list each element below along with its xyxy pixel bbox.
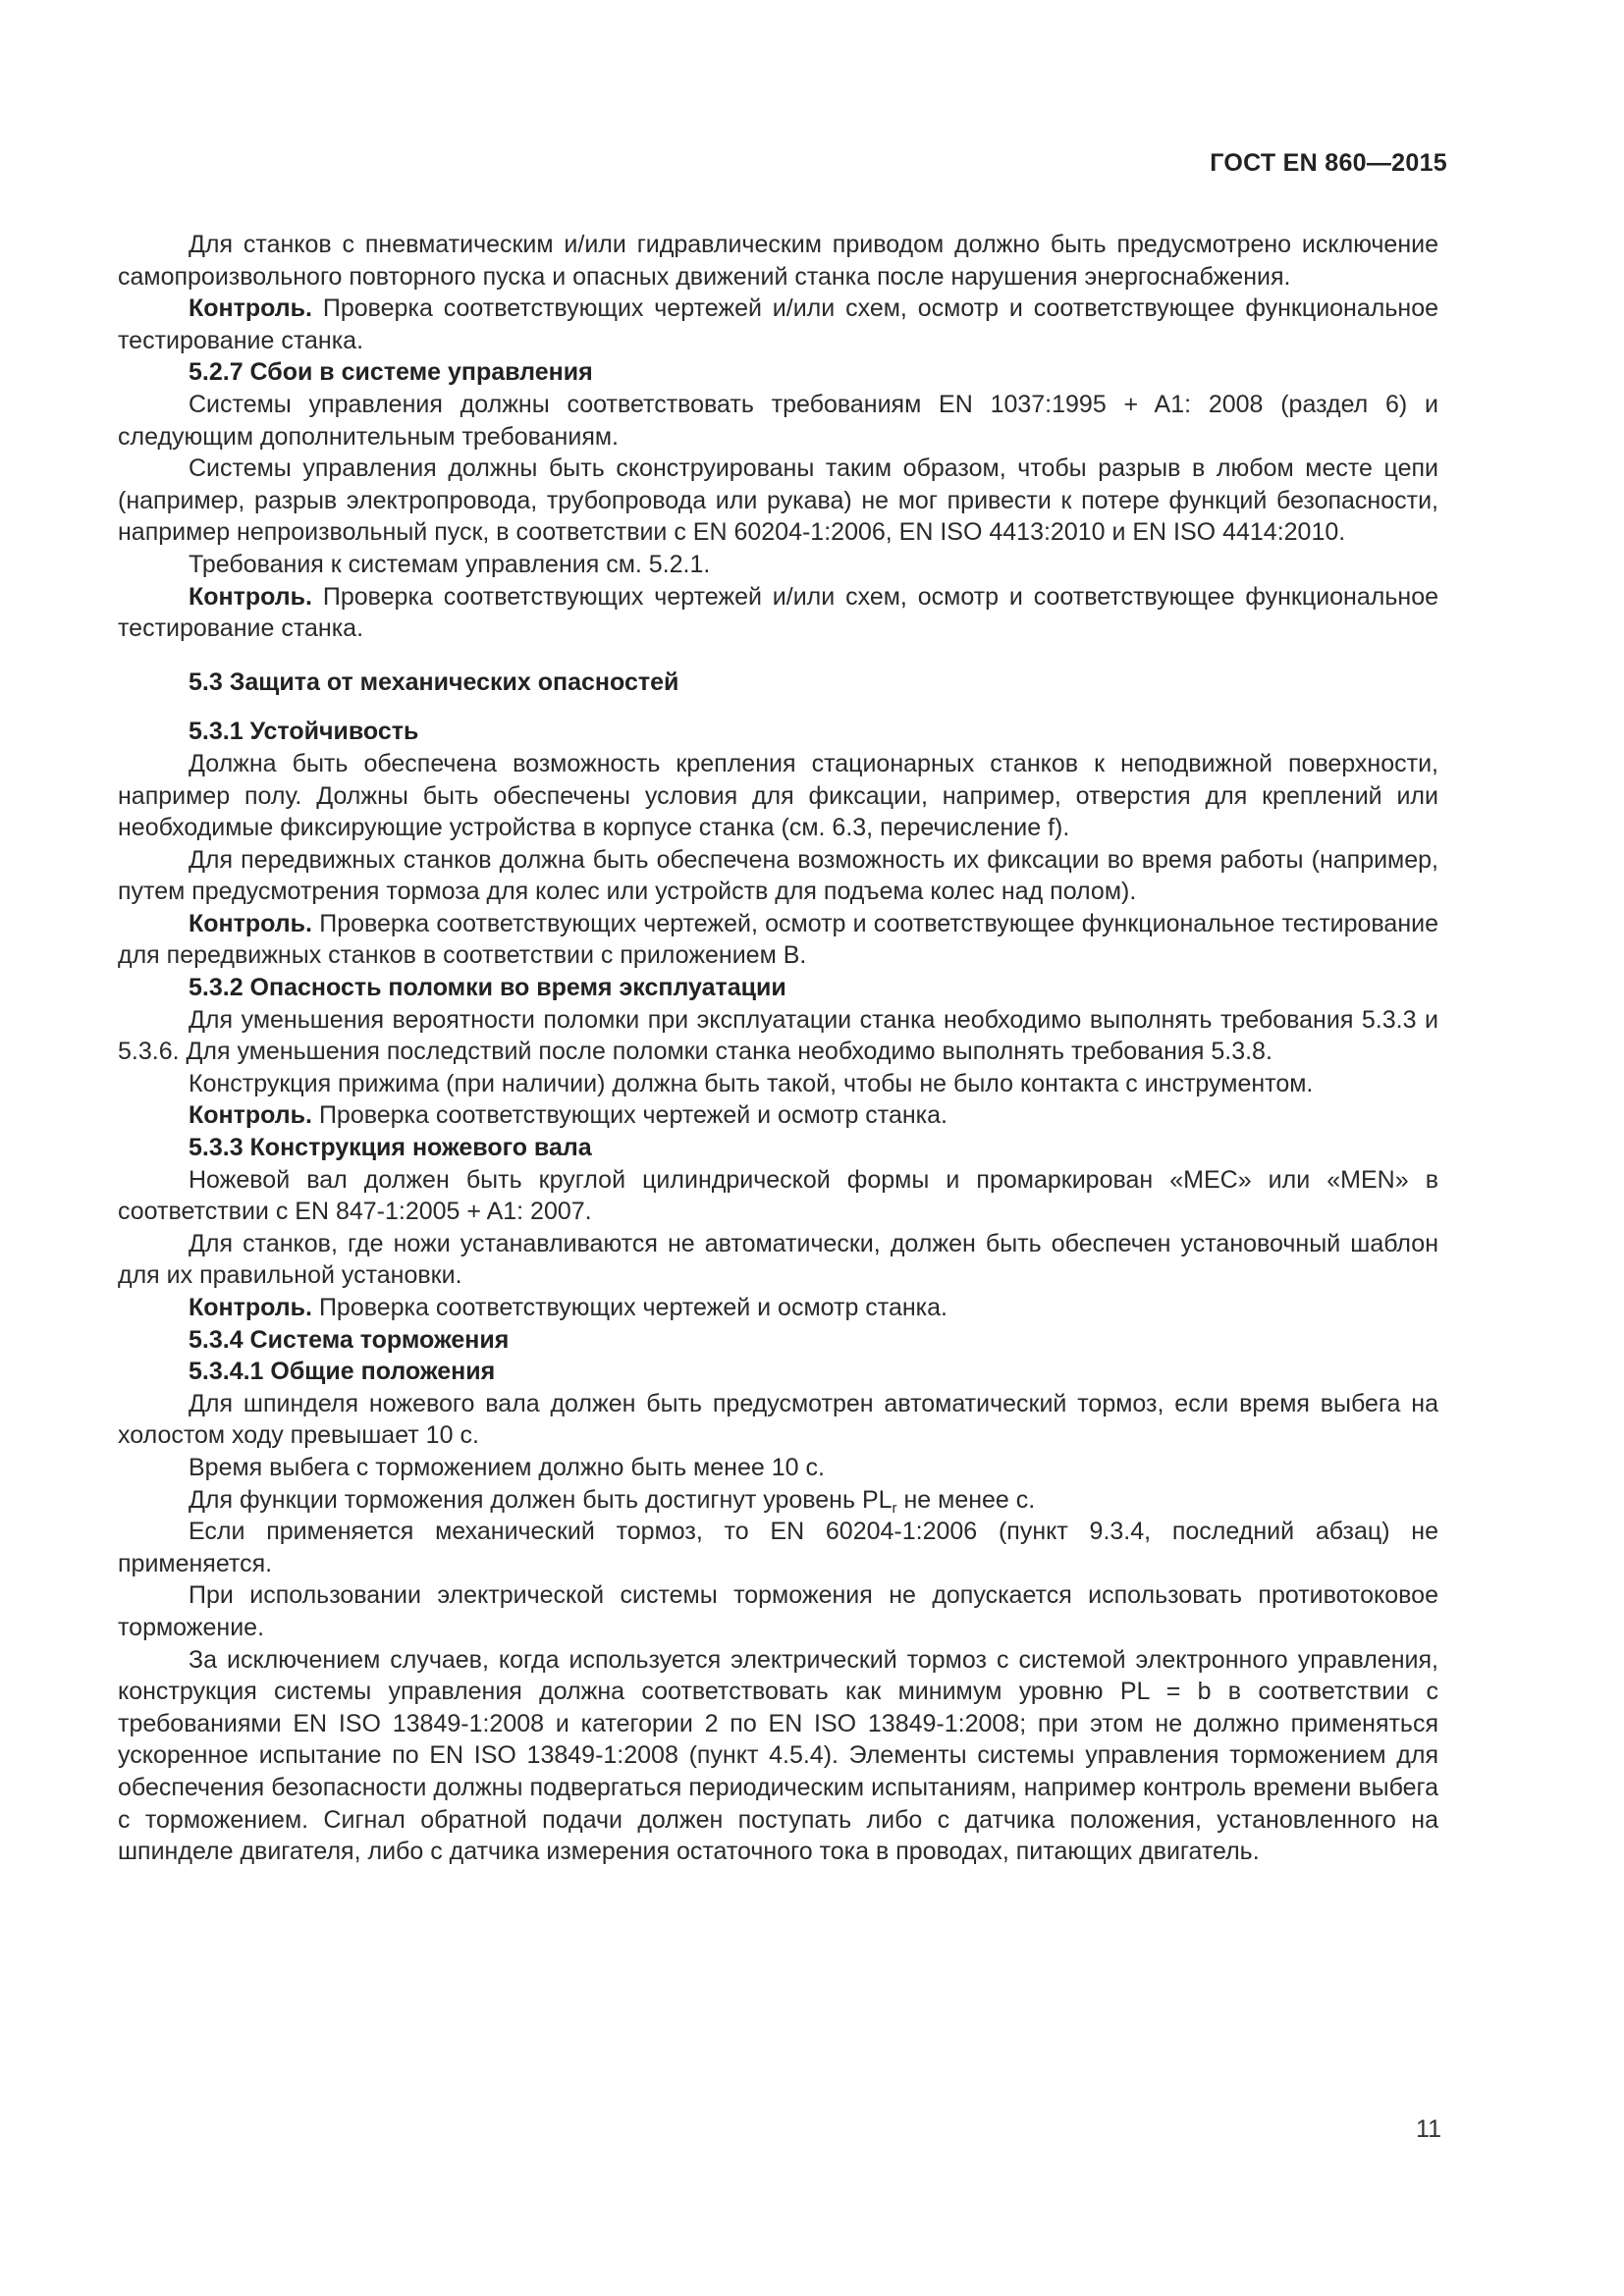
paragraph: Для станков, где ножи устанавливаются не автоматически, должен быть обеспечен установочный шаблон для их правильной установки. [118,1229,1438,1290]
heading-5-3-4: 5.3.4 Система торможения [189,1325,510,1354]
control-label: Контроль. [189,582,312,611]
paragraph: Системы управления должны соответствовать требованиям EN 1037:1995 + A1: 2008 (раздел 6) и следующим дополнительным требованиям. [118,390,1438,451]
paragraph: За исключением случаев, когда используется электрический тормоз с системой электронного управления, конструкция системы управления должна соответствовать как минимум уровню PL = b в соответствии с требованиями EN ISO 13849-1:2008 и категории 2 по EN ISO 13849-1:2008; при этом не должно применяться ускоренное испытание по EN ISO 13849-1:2008 (пункт 4.5.4). Элементы системы управления торможением для обеспечения безопасности должны подвергаться периодическим испытаниям, например контроль времени выбега с торможением. Сигнал обратной подачи должен поступать либо с датчика положения, установленного на шпинделе двигателя, либо с датчика измерения остаточного тока в проводах, питающих двигатель. [118,1645,1438,1866]
control-text: Проверка соответствующих чертежей и осмотр станка. [318,1101,948,1130]
heading-5-3-4-1: 5.3.4.1 Общие положения [189,1358,496,1386]
control-paragraph [118,293,1438,356]
paragraph: Если применяется механический тормоз, то EN 60204-1:2006 (пункт 9.3.4, последний абзац) не применяется. [118,1518,1438,1577]
paragraph: При использовании электрической системы торможения не допускается использовать противотоковое торможение. [118,1581,1438,1641]
control-label: Контроль. [189,1294,312,1321]
pl-text-after: не менее с. [896,1485,1036,1514]
heading-5-3: 5.3 Защита от механических опасностей [189,667,679,696]
document-header: ГОСТ EN 860—2015 [1210,149,1447,177]
page-body [118,229,1438,1868]
page-number: 11 [1416,2115,1441,2143]
paragraph: Для уменьшения вероятности поломки при эксплуатации станка необходимо выполнять требования 5.3.3 и 5.3.6. Для уменьшения последствий после поломки станка необходимо выполнять требования 5.3.8. [118,1005,1438,1066]
paragraph: Время выбега с торможением должно быть менее 10 с. [189,1453,825,1481]
paragraph: Требования к системам управления см. 5.2.1. [189,550,711,578]
control-text: Проверка соответствующих чертежей и осмотр станка. [318,1294,948,1321]
control-paragraph [118,1099,1438,1132]
performance-level-paragraph [118,1484,1438,1517]
paragraph: Должна быть обеспечена возможность крепления стационарных станков к неподвижной поверхности, например полу. Должны быть обеспечены условия для фиксации, например, отверстия для креплений или необходимые фиксирующие устройства в корпусе станка (см. 6.3, перечисление f). [118,749,1438,842]
control-text: Проверка соответствующих чертежей, осмотр и соответствующее функциональное тестирование для передвижных станков в соответствии с приложением В. [118,909,1439,970]
control-text: Проверка соответствующих чертежей и/или схем, осмотр и соответствующее функциональное тестирование станка. [118,582,1438,643]
heading-5-3-1: 5.3.1 Устойчивость [189,718,419,746]
heading-5-2-7: 5.2.7 Сбои в системе управления [189,358,593,387]
control-label: Контроль. [189,294,312,323]
paragraph: Для станков с пневматическим и/или гидравлическим приводом должно быть предусмотрено исключение самопроизвольного повторного пуска и опасных движений станка после нарушения энергоснабжения. [118,231,1438,291]
paragraph: Для шпинделя ножевого вала должен быть предусмотрен автоматический тормоз, если время выбега на холостом ходу превышает 10 с. [118,1389,1438,1450]
control-paragraph [118,908,1438,972]
paragraph: Для передвижных станков должна быть обеспечена возможность их фиксации во время работы (например, путем предусмотрения тормоза для колес или устройств для подъема колес над полом). [118,845,1438,906]
control-label: Контроль. [189,1101,312,1130]
heading-5-3-2: 5.3.2 Опасность поломки во время эксплуатации [189,974,786,1002]
pl-subscript: r [892,1499,897,1517]
pl-text-before: Для функции торможения должен быть достигнут уровень PL [189,1485,893,1514]
paragraph: Ножевой вал должен быть круглой цилиндрической формы и промаркирован «МЕС» или «MEN» в соответствии с EN 847-1:2005 + A1: 2007. [118,1165,1438,1226]
heading-5-3-3: 5.3.3 Конструкция ножевого вала [189,1134,592,1162]
control-paragraph [118,1292,1438,1324]
control-label: Контроль. [189,909,312,937]
paragraph: Системы управления должны быть сконструированы таким образом, чтобы разрыв в любом месте цепи (например, разрыв электропровода, трубопровода или рукава) не мог привести к потере функций безопасности, например непроизвольный пуск, в соответствии с EN 60204-1:2006, EN ISO 4413:2010 и EN ISO 4414:2010. [118,454,1438,547]
control-text: Проверка соответствующих чертежей и/или схем, осмотр и соответствующее функциональное тестирование станка. [118,294,1438,354]
control-paragraph [118,581,1438,645]
paragraph: Конструкция прижима (при наличии) должна быть такой, чтобы не было контакта с инструментом. [189,1069,1314,1097]
